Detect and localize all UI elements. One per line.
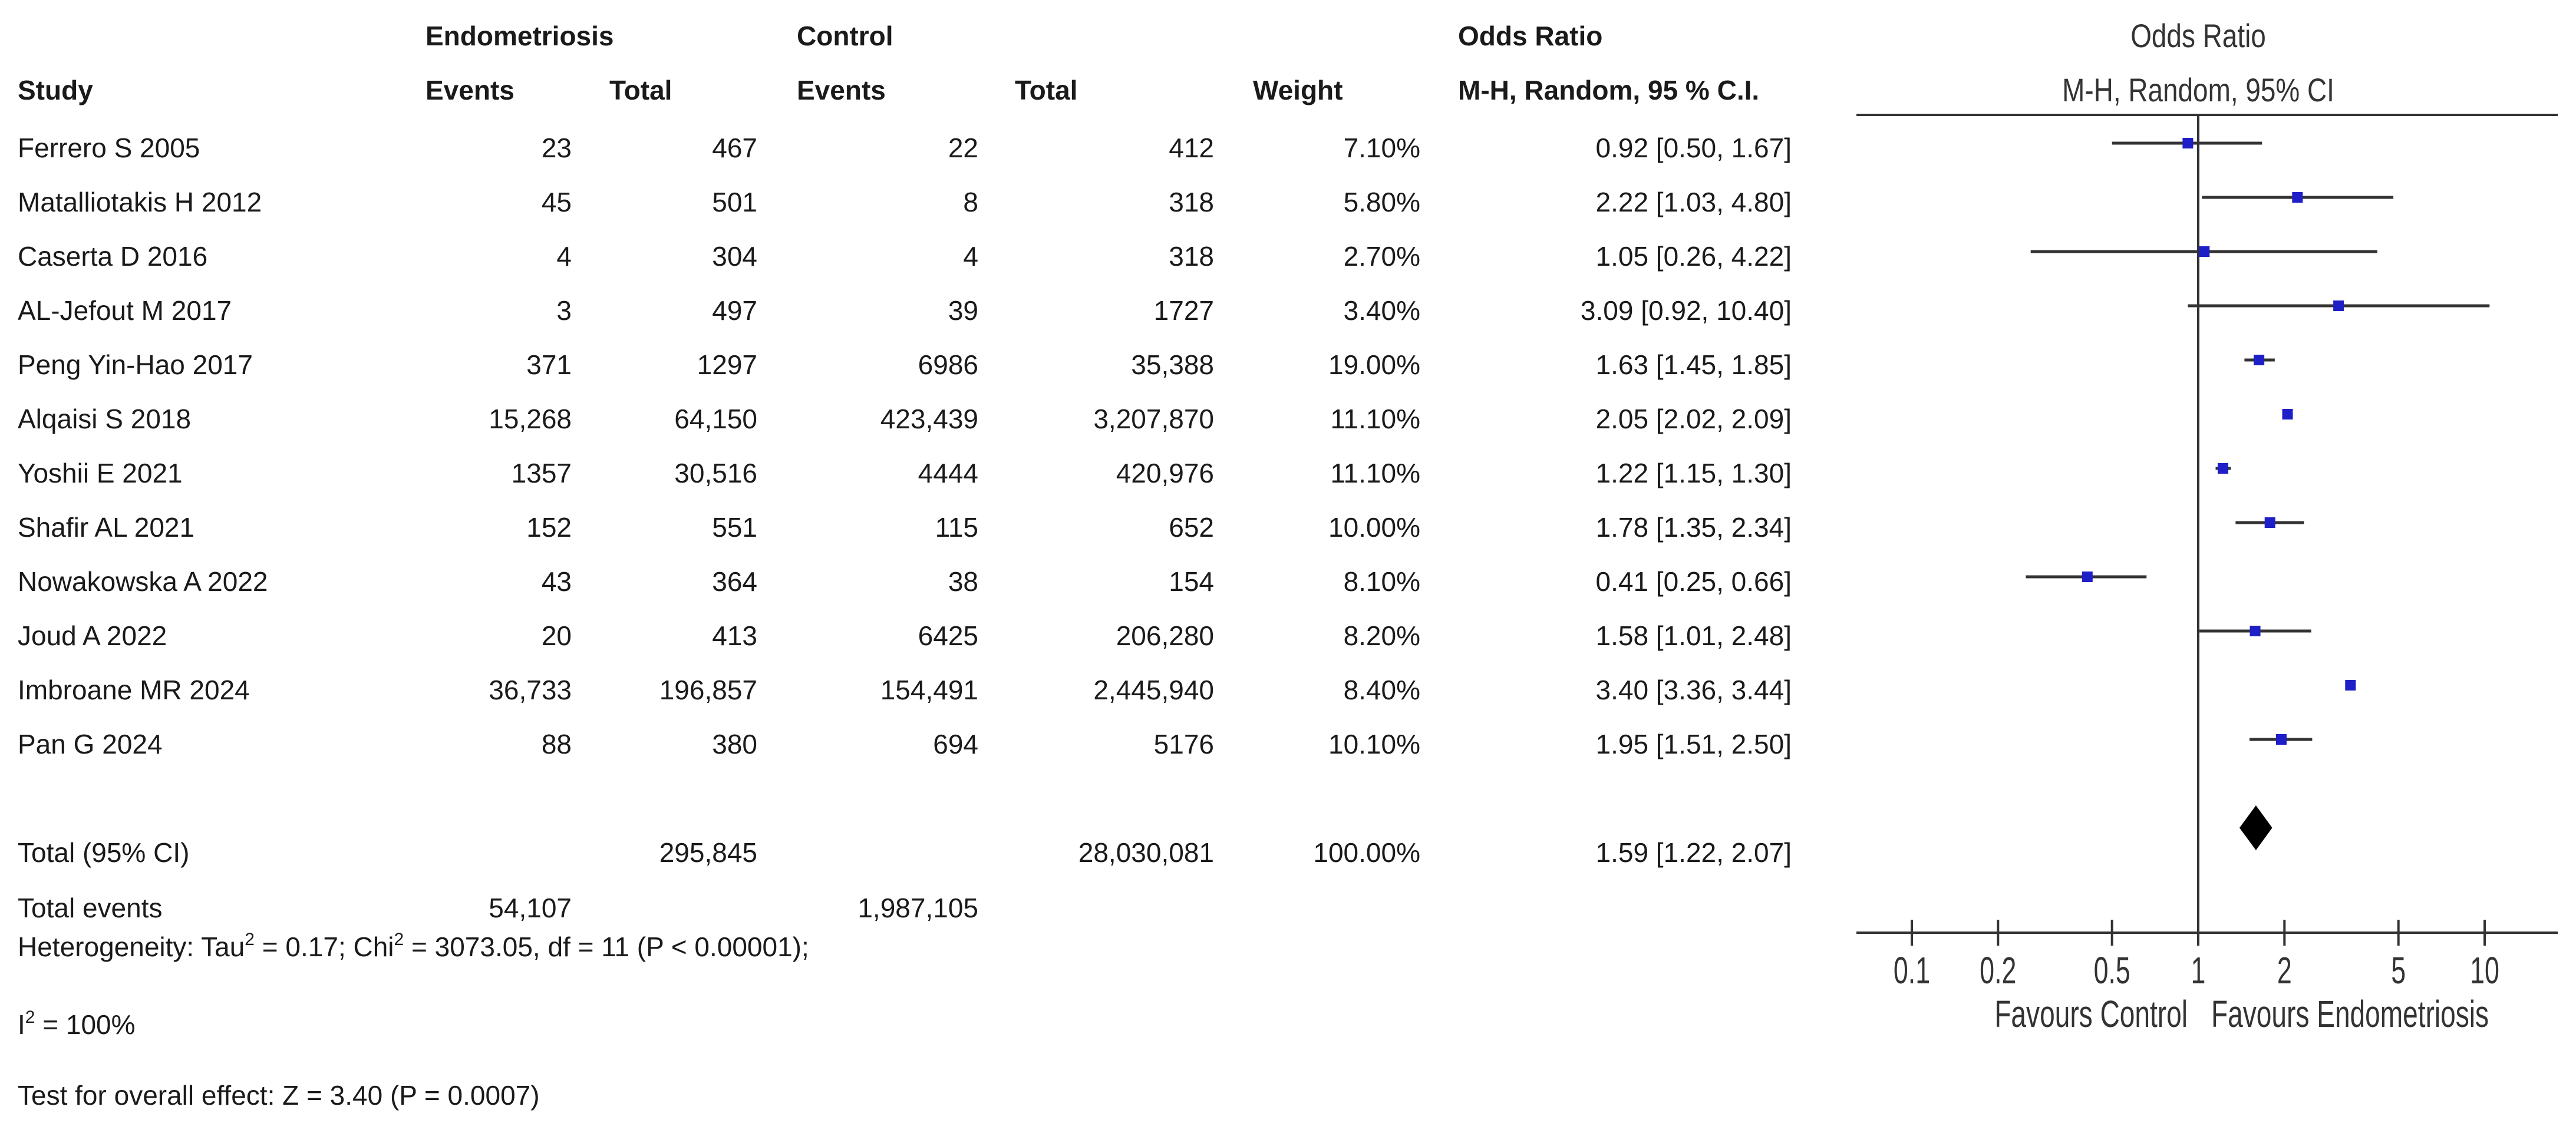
- endometriosis-total: 196,857: [659, 675, 757, 705]
- study-odds-ratio: 0.92 [0.50, 1.67]: [1595, 133, 1792, 163]
- study-odds-ratio: 1.22 [1.15, 1.30]: [1595, 458, 1792, 488]
- total-events-control: 1,987,105: [857, 893, 978, 923]
- control-total: 652: [1169, 512, 1214, 543]
- control-total: 1727: [1153, 295, 1214, 326]
- study-weight: 11.10%: [1330, 404, 1420, 434]
- control-group-header: Control: [797, 21, 893, 51]
- study-weight: 11.10%: [1330, 458, 1420, 488]
- control-total: 2,445,940: [1093, 675, 1214, 705]
- endometriosis-total: 497: [712, 295, 757, 326]
- study-name: Caserta D 2016: [18, 241, 208, 272]
- i-squared-text: $I^2 = 100\%$: [18, 1008, 136, 1040]
- study-weight: 8.10%: [1343, 566, 1420, 597]
- x-tick-label: 0.5: [2093, 949, 2130, 992]
- study-odds-ratio: 2.05 [2.02, 2.09]: [1595, 404, 1792, 434]
- odds-ratio-group-header: Odds Ratio: [1458, 21, 1603, 51]
- control-events: 4444: [918, 458, 978, 488]
- study-weight: 10.00%: [1328, 512, 1420, 543]
- x-tick-label: 10: [2470, 949, 2499, 992]
- endometriosis-events: 3: [556, 295, 572, 326]
- control-total: 420,976: [1116, 458, 1214, 488]
- control-total-header: Total: [1015, 75, 1078, 105]
- control-events: 6425: [918, 620, 978, 651]
- endometriosis-total: 30,516: [674, 458, 757, 488]
- study-name: Ferrero S 2005: [18, 133, 200, 163]
- total-endometriosis: 295,845: [659, 837, 757, 868]
- endometriosis-events: 23: [541, 133, 572, 163]
- endometriosis-events: 15,268: [489, 404, 572, 434]
- endometriosis-events-header: Events: [426, 75, 514, 105]
- endometriosis-events: 152: [526, 512, 572, 543]
- endometriosis-total: 551: [712, 512, 757, 543]
- control-events: 8: [963, 187, 978, 217]
- study-column-header: Study: [18, 75, 93, 105]
- favours-control-label: Favours Control: [1994, 993, 2188, 1035]
- point-estimate: [2292, 192, 2303, 203]
- endometriosis-events: 1357: [511, 458, 572, 488]
- point-estimate: [2199, 246, 2209, 257]
- control-events: 694: [933, 729, 978, 759]
- study-weight: 19.00%: [1328, 349, 1420, 380]
- study-odds-ratio: 3.09 [0.92, 10.40]: [1580, 295, 1792, 326]
- endometriosis-total: 64,150: [674, 404, 757, 434]
- plot-title: Odds Ratio: [2130, 17, 2266, 55]
- total-events-endometriosis: 54,107: [489, 893, 572, 923]
- total-label: Total (95% CI): [18, 837, 190, 868]
- study-name: Nowakowska A 2022: [18, 566, 268, 597]
- study-odds-ratio: 1.63 [1.45, 1.85]: [1595, 349, 1792, 380]
- point-estimate: [2276, 734, 2287, 745]
- x-tick-label: 0.1: [1893, 949, 1931, 992]
- endometriosis-group-header: Endometriosis: [426, 21, 614, 51]
- study-odds-ratio: 1.58 [1.01, 2.48]: [1595, 620, 1792, 651]
- x-tick-label: 1: [2191, 949, 2206, 992]
- control-events: 22: [948, 133, 978, 163]
- study-name: Imbroane MR 2024: [18, 675, 250, 705]
- endometriosis-total: 1297: [697, 349, 757, 380]
- total-events-label: Total events: [18, 893, 163, 923]
- control-events: 115: [935, 512, 978, 543]
- overall-effect-text: Test for overall effect: Z = 3.40 (P = 0.0007): [18, 1080, 540, 1111]
- study-name: Joud A 2022: [18, 620, 167, 651]
- control-events: 423,439: [880, 404, 978, 434]
- endometriosis-total: 501: [712, 187, 757, 217]
- weight-column-header: Weight: [1253, 75, 1343, 105]
- study-weight: 2.70%: [1343, 241, 1420, 272]
- study-weight: 8.20%: [1343, 620, 1420, 651]
- endometriosis-events: 371: [526, 349, 572, 380]
- endometriosis-total-header: Total: [609, 75, 672, 105]
- control-total: 206,280: [1116, 620, 1214, 651]
- study-name: AL-Jefout M 2017: [18, 295, 232, 326]
- endometriosis-total: 467: [712, 133, 757, 163]
- endometriosis-events: 36,733: [489, 675, 572, 705]
- point-estimate: [2082, 572, 2093, 582]
- study-odds-ratio: 1.05 [0.26, 4.22]: [1595, 241, 1792, 272]
- control-total: 35,388: [1131, 349, 1214, 380]
- heterogeneity-text: Heterogeneity: Tau$^2$ = 0.17; Chi$^2$ = 3073.05, df = 11 (P < 0.00001);: [18, 930, 809, 962]
- endometriosis-total: 380: [712, 729, 757, 759]
- point-estimate: [2182, 138, 2193, 148]
- control-events-header: Events: [797, 75, 886, 105]
- study-weight: 5.80%: [1343, 187, 1420, 217]
- control-events: 154,491: [880, 675, 978, 705]
- study-name: Yoshii E 2021: [18, 458, 183, 488]
- endometriosis-events: 88: [541, 729, 572, 759]
- study-weight: 3.40%: [1343, 295, 1420, 326]
- study-odds-ratio: 1.78 [1.35, 2.34]: [1595, 512, 1792, 543]
- x-tick-label: 0.2: [1980, 949, 2017, 992]
- control-total: 318: [1169, 187, 1214, 217]
- study-odds-ratio: 3.40 [3.36, 3.44]: [1595, 675, 1792, 705]
- or-method-header: M-H, Random, 95 % C.I.: [1458, 75, 1760, 105]
- point-estimate: [2218, 463, 2228, 474]
- study-name: Peng Yin-Hao 2017: [18, 349, 253, 380]
- point-estimate: [2345, 680, 2356, 691]
- control-total: 318: [1169, 241, 1214, 272]
- control-events: 6986: [918, 349, 978, 380]
- point-estimate: [2333, 300, 2344, 311]
- point-estimate: [2250, 626, 2261, 636]
- study-name: Pan G 2024: [18, 729, 163, 759]
- endometriosis-events: 45: [541, 187, 572, 217]
- point-estimate: [2265, 517, 2275, 528]
- total-odds-ratio: 1.59 [1.22, 2.07]: [1595, 837, 1792, 868]
- control-total: 154: [1169, 566, 1214, 597]
- x-tick-label: 2: [2277, 949, 2292, 992]
- control-total: 412: [1169, 133, 1214, 163]
- control-total: 3,207,870: [1093, 404, 1214, 434]
- control-events: 38: [948, 566, 978, 597]
- study-odds-ratio: 0.41 [0.25, 0.66]: [1595, 566, 1792, 597]
- endometriosis-events: 4: [556, 241, 572, 272]
- endometriosis-events: 43: [541, 566, 572, 597]
- study-weight: 8.40%: [1343, 675, 1420, 705]
- endometriosis-events: 20: [541, 620, 572, 651]
- study-weight: 10.10%: [1328, 729, 1420, 759]
- control-total: 5176: [1153, 729, 1214, 759]
- endometriosis-total: 413: [712, 620, 757, 651]
- point-estimate: [2254, 355, 2264, 365]
- endometriosis-total: 364: [712, 566, 757, 597]
- control-events: 4: [963, 241, 978, 272]
- control-events: 39: [948, 295, 978, 326]
- pooled-diamond: [2239, 805, 2272, 850]
- study-name: Matalliotakis H 2012: [18, 187, 262, 217]
- total-weight: 100.00%: [1313, 837, 1420, 868]
- study-weight: 7.10%: [1343, 133, 1420, 163]
- study-name: Alqaisi S 2018: [18, 404, 192, 434]
- endometriosis-total: 304: [712, 241, 757, 272]
- study-odds-ratio: 2.22 [1.03, 4.80]: [1595, 187, 1792, 217]
- study-name: Shafir AL 2021: [18, 512, 195, 543]
- point-estimate: [2283, 409, 2293, 419]
- plot-subtitle: M-H, Random, 95% CI: [2062, 71, 2334, 109]
- x-tick-label: 5: [2391, 949, 2406, 992]
- total-control: 28,030,081: [1078, 837, 1214, 868]
- study-odds-ratio: 1.95 [1.51, 2.50]: [1595, 729, 1792, 759]
- favours-endometriosis-label: Favours Endometriosis: [2211, 993, 2489, 1035]
